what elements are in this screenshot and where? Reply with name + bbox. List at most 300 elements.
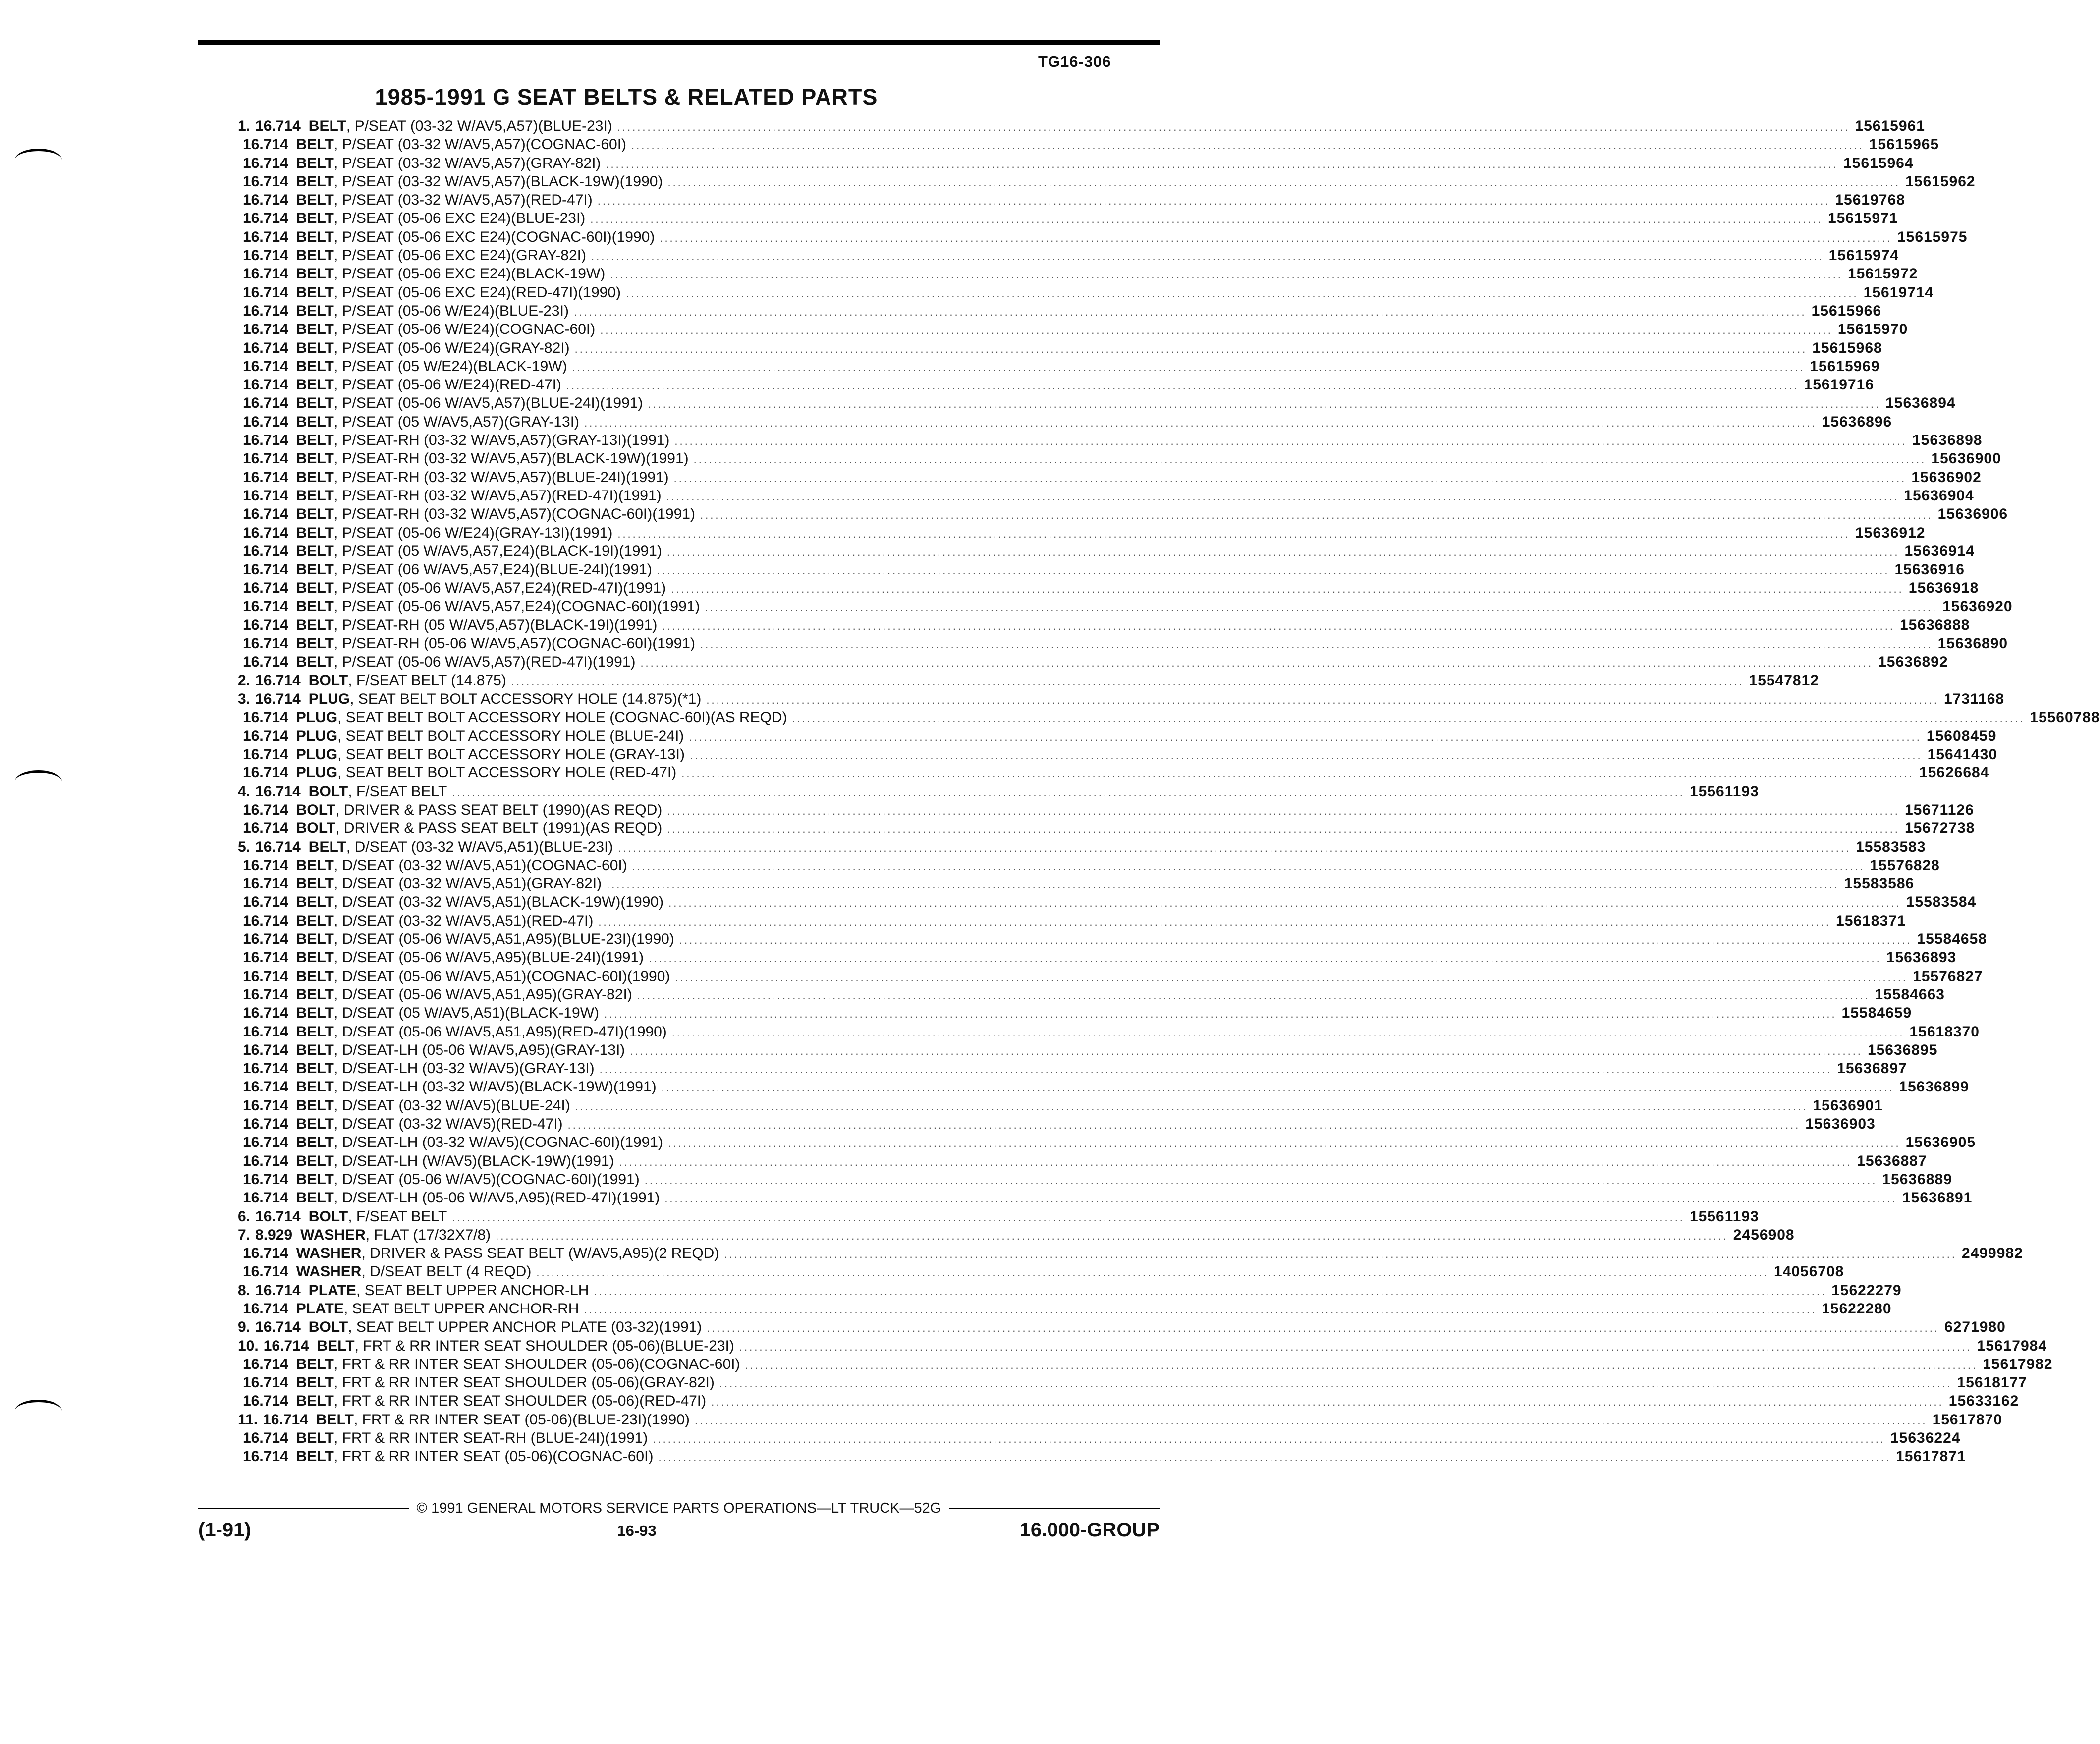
part-name: BOLT	[296, 820, 336, 837]
part-number: 15561193	[1689, 1208, 1759, 1225]
part-description: , P/SEAT-RH (03-32 W/AV5,A57)(BLUE-24I)(1991)	[333, 469, 669, 486]
part-number: 15636914	[1904, 543, 1975, 559]
part-row	[238, 449, 2001, 468]
ref-number: 6.	[238, 1208, 251, 1225]
part-name: BELT	[296, 1393, 334, 1410]
part-name: BELT	[296, 469, 334, 486]
part-name: BELT	[296, 155, 334, 171]
leader-dots	[706, 691, 1939, 709]
part-row	[238, 1226, 1795, 1244]
part-row	[238, 468, 1982, 487]
part-row	[238, 357, 1880, 376]
part-description: , SEAT BELT BOLT ACCESSORY HOLE (RED-47I)	[337, 764, 677, 781]
part-description: , SEAT BELT UPPER ANCHOR-LH	[356, 1282, 589, 1299]
part-number: 15615969	[1810, 358, 1880, 375]
leader-dots	[662, 1079, 1894, 1097]
part-number: 15636904	[1904, 487, 1974, 504]
part-row	[238, 1041, 1938, 1059]
part-description: , SEAT BELT UPPER ANCHOR PLATE (03-32)(1991)	[348, 1319, 702, 1336]
leader-dots	[632, 857, 1865, 875]
part-row	[238, 228, 1968, 246]
part-description: , D/SEAT-LH (W/AV5)(BLACK-19W)(1991)	[333, 1152, 614, 1169]
group-number: 16.714	[243, 709, 288, 726]
part-number: 15636898	[1912, 432, 1983, 449]
part-name: BELT	[308, 118, 346, 134]
part-name: BELT	[296, 450, 334, 467]
part-number: 15576828	[1870, 857, 1940, 873]
leader-dots	[667, 802, 1900, 820]
part-number: 15622279	[1831, 1282, 1902, 1299]
part-name: BELT	[296, 580, 334, 597]
group-number: 16.714	[243, 1041, 288, 1058]
group-number: 16.714	[243, 1023, 288, 1040]
part-row	[238, 1355, 2053, 1373]
part-description: , D/SEAT (03-32 W/AV5,A51)(COGNAC-60I)	[333, 857, 627, 873]
part-name: BELT	[296, 1448, 334, 1465]
group-number: 16.714	[243, 321, 288, 338]
group-number: 8.929	[255, 1226, 293, 1243]
part-name: BELT	[296, 949, 334, 966]
footer-rule-left	[198, 1508, 409, 1509]
leader-dots	[575, 1097, 1808, 1116]
leader-dots	[610, 266, 1843, 284]
group-number: 16.714	[243, 820, 288, 837]
part-row	[238, 339, 1882, 357]
part-row	[238, 912, 1906, 930]
group-number: 16.714	[243, 894, 288, 911]
part-number: 15636896	[1822, 413, 1892, 430]
leader-dots	[711, 1393, 1944, 1411]
group-number: 16.714	[255, 672, 301, 689]
part-number: 15636890	[1937, 635, 2008, 652]
part-description: , P/SEAT (05-06 EXC E24)(BLACK-19W)	[333, 266, 606, 282]
part-row	[238, 560, 1965, 579]
part-row	[238, 1318, 2006, 1336]
part-row	[238, 708, 2100, 727]
part-number: 15617982	[1983, 1356, 2053, 1372]
leader-dots	[674, 432, 1907, 450]
leader-dots	[452, 783, 1685, 802]
part-description: , D/SEAT (03-32 W/AV5)(RED-47I)	[333, 1116, 563, 1133]
leader-dots	[604, 1005, 1837, 1023]
leader-dots	[672, 1024, 1905, 1042]
part-number: 15636897	[1837, 1060, 1907, 1077]
part-number: 15636905	[1905, 1134, 1976, 1151]
leader-dots	[671, 580, 1904, 598]
binder-mark	[15, 149, 62, 171]
leader-dots	[658, 1448, 1891, 1467]
part-name: BELT	[296, 1374, 334, 1391]
part-description: , D/SEAT (03-32 W/AV5,A51)(GRAY-82I)	[333, 875, 602, 892]
part-row	[238, 690, 2005, 708]
part-description: , SEAT BELT BOLT ACCESSORY HOLE (GRAY-13I)	[337, 746, 685, 763]
leader-dots	[695, 1412, 1928, 1430]
part-number: 15615974	[1828, 247, 1899, 264]
part-number: 15615968	[1812, 339, 1882, 356]
ref-number: 9.	[238, 1319, 251, 1336]
part-row	[238, 985, 1945, 1004]
part-number: 15617984	[1977, 1337, 2047, 1354]
group-number: 16.714	[255, 118, 301, 134]
group-number: 16.714	[255, 838, 301, 855]
part-number: 15636887	[1857, 1152, 1927, 1169]
part-row	[238, 1262, 1844, 1281]
leader-dots	[626, 284, 1859, 303]
part-row	[238, 154, 1914, 172]
ref-number: 1.	[238, 118, 251, 134]
leader-dots	[667, 173, 1900, 192]
leader-dots	[600, 1060, 1832, 1079]
part-number: 15615965	[1869, 136, 1939, 153]
part-description: , P/SEAT (05-06 EXC E24)(BLUE-23I)	[333, 210, 586, 227]
group-number: 16.714	[243, 1356, 288, 1372]
part-row	[238, 1023, 1980, 1041]
part-name: BELT	[296, 432, 334, 449]
part-number: 15618371	[1836, 912, 1906, 929]
binder-mark	[15, 1400, 62, 1422]
group-number: 16.714	[243, 543, 288, 559]
group-number: 16.714	[243, 506, 288, 523]
leader-dots	[591, 247, 1824, 266]
part-description: , D/SEAT (03-32 W/AV5)(BLUE-24I)	[333, 1097, 570, 1114]
part-description: , P/SEAT (03-32 W/AV5,A57)(BLUE-23I)	[346, 118, 612, 134]
group-number: 16.714	[243, 432, 288, 449]
part-description: , P/SEAT (05-06 W/E24)(GRAY-82I)	[333, 339, 570, 356]
part-row	[238, 172, 1976, 191]
group-number: 16.714	[243, 1005, 288, 1022]
page-title: 1985-1991 G SEAT BELTS & RELATED PARTS	[375, 84, 878, 109]
leader-dots	[707, 1319, 1939, 1337]
leader-dots	[705, 599, 1937, 617]
leader-dots	[679, 931, 1912, 949]
part-name: BELT	[296, 617, 334, 634]
group-number: 16.714	[243, 1245, 288, 1262]
part-row	[238, 1411, 2003, 1429]
part-description: , P/SEAT (05-06 EXC E24)(COGNAC-60I)(1990)	[333, 228, 655, 245]
part-row	[238, 967, 1983, 985]
group-number: 16.714	[243, 1190, 288, 1206]
part-row	[238, 838, 1926, 856]
part-name: BELT	[296, 912, 334, 929]
part-row	[238, 1133, 1976, 1151]
part-name: BELT	[296, 1116, 334, 1133]
part-number: 15636893	[1886, 949, 1957, 966]
leader-dots	[640, 654, 1873, 672]
part-name: BELT	[296, 598, 334, 615]
part-number: 15560788	[2030, 709, 2100, 726]
group-number: 16.714	[243, 136, 288, 153]
part-number: 15584659	[1841, 1005, 1912, 1022]
leader-dots	[648, 395, 1880, 413]
ref-number: 5.	[238, 838, 251, 855]
part-number: 15615966	[1811, 302, 1882, 319]
part-row	[238, 246, 1899, 265]
part-number: 15672738	[1904, 820, 1975, 837]
part-number: 15622280	[1822, 1301, 1892, 1317]
part-row	[238, 505, 2008, 523]
part-description: , P/SEAT (03-32 W/AV5,A57)(BLACK-19W)(1990)	[333, 173, 663, 190]
leader-dots	[584, 414, 1817, 432]
part-row	[238, 376, 1875, 394]
group-number: 16.714	[243, 247, 288, 264]
leader-dots	[536, 1263, 1769, 1282]
group-number: 16.714	[243, 395, 288, 412]
part-description: , P/SEAT-RH (03-32 W/AV5,A57)(RED-47I)(1991)	[333, 487, 662, 504]
part-description: , FRT & RR INTER SEAT-RH (BLUE-24I)(1991)	[333, 1430, 648, 1447]
leader-dots	[566, 377, 1799, 395]
part-number: 15671126	[1904, 801, 1974, 818]
part-name: BELT	[296, 247, 334, 264]
part-number: 15636224	[1890, 1430, 1961, 1447]
part-name: BELT	[296, 1060, 334, 1077]
part-description: , D/SEAT (03-32 W/AV5,A51)(RED-47I)	[333, 912, 594, 929]
part-description: , D/SEAT-LH (05-06 W/AV5,A95)(RED-47I)(1991)	[333, 1190, 660, 1206]
leader-dots	[653, 1430, 1885, 1448]
part-name: BELT	[296, 339, 334, 356]
part-number: 15636895	[1867, 1041, 1938, 1058]
part-description: , P/SEAT (05-06 W/E24)(GRAY-13I)(1991)	[333, 524, 613, 541]
group-number: 16.714	[243, 1171, 288, 1188]
part-description: , P/SEAT (05-06 W/AV5,A57,E24)(COGNAC-60I)(1991)	[333, 598, 700, 615]
group-number: 16.714	[243, 654, 288, 670]
leader-dots	[745, 1356, 1978, 1374]
group-number: 16.714	[243, 727, 288, 744]
leader-dots	[574, 303, 1807, 321]
group-label: 16.000-GROUP	[1019, 1519, 1160, 1541]
group-number: 16.714	[243, 155, 288, 171]
group-number: 16.714	[243, 857, 288, 873]
part-number: 15615971	[1827, 210, 1898, 227]
group-number: 16.714	[243, 1097, 288, 1114]
part-name: BELT	[296, 395, 334, 412]
part-number: 15619768	[1835, 192, 1905, 209]
part-row	[238, 1373, 2027, 1392]
part-number: 15636901	[1813, 1097, 1883, 1114]
part-description: , P/SEAT (03-32 W/AV5,A57)(GRAY-82I)	[333, 155, 601, 171]
leader-dots	[572, 358, 1805, 377]
leader-dots	[617, 118, 1850, 136]
part-number: 15636888	[1899, 617, 1970, 634]
part-row	[238, 209, 1898, 227]
group-number: 16.714	[243, 1152, 288, 1169]
part-row	[238, 1096, 1883, 1115]
part-name: BOLT	[308, 783, 348, 800]
group-number: 16.714	[243, 986, 288, 1003]
part-name: PLUG	[296, 727, 338, 744]
part-description: , DRIVER & PASS SEAT BELT (W/AV5,A95)(2 REQD)	[361, 1245, 719, 1262]
leader-dots	[649, 949, 1881, 968]
part-name: BELT	[296, 1430, 334, 1447]
part-name: BELT	[296, 284, 334, 301]
part-row	[238, 1429, 1961, 1447]
group-number: 16.714	[243, 450, 288, 467]
group-number: 16.714	[255, 691, 301, 708]
part-description: , D/SEAT (05-06 W/AV5,A51,A95)(BLUE-23I)(1990)	[333, 931, 674, 948]
part-row	[238, 763, 1989, 782]
group-number: 16.714	[243, 931, 288, 948]
part-number: 15618177	[1957, 1374, 2027, 1391]
leader-dots	[630, 1042, 1863, 1060]
group-number: 16.714	[243, 1448, 288, 1465]
ref-number: 2.	[238, 672, 251, 689]
group-number: 16.714	[243, 413, 288, 430]
part-row	[238, 745, 1998, 763]
leader-dots	[496, 1227, 1728, 1245]
part-number: 15608459	[1926, 727, 1997, 744]
ref-number: 10.	[238, 1337, 259, 1354]
part-description: , F/SEAT BELT	[348, 783, 447, 800]
part-number: 15615972	[1847, 266, 1918, 282]
part-name: BELT	[296, 192, 334, 209]
part-row	[238, 1447, 1966, 1466]
group-number: 16.714	[243, 339, 288, 356]
part-number: 15615970	[1837, 321, 1908, 338]
part-name: WASHER	[296, 1263, 362, 1280]
part-description: , SEAT BELT BOLT ACCESSORY HOLE (BLUE-24I)	[337, 727, 684, 744]
leader-dots	[600, 321, 1833, 339]
part-name: BELT	[296, 1134, 334, 1151]
group-number: 16.714	[243, 635, 288, 652]
part-number: 1731168	[1943, 691, 2005, 708]
binder-mark	[15, 770, 62, 793]
leader-dots	[584, 1301, 1817, 1319]
group-number: 16.714	[243, 764, 288, 781]
group-number: 16.714	[243, 524, 288, 541]
part-description: , FRT & RR INTER SEAT SHOULDER (05-06)(RED-47I)	[333, 1393, 707, 1410]
part-name: BOLT	[296, 801, 336, 818]
part-row	[238, 782, 1759, 801]
part-description: , P/SEAT (05-06 W/AV5,A57)(BLUE-24I)(1991)	[333, 395, 643, 412]
part-name: PLUG	[296, 764, 338, 781]
group-number: 16.714	[243, 266, 288, 282]
leader-dots	[667, 820, 1900, 838]
part-number: 15584658	[1917, 931, 1987, 948]
group-number: 16.714	[243, 487, 288, 504]
part-number: 15636900	[1931, 450, 2001, 467]
part-name: BELT	[296, 524, 334, 541]
group-number: 16.714	[243, 1060, 288, 1077]
ref-number: 8.	[238, 1282, 251, 1299]
part-number: 15583584	[1906, 894, 1977, 911]
part-name: PLATE	[296, 1301, 344, 1317]
part-name: BELT	[296, 1152, 334, 1169]
part-name: PLUG	[296, 709, 338, 726]
part-name: BELT	[296, 968, 334, 984]
part-description: , SEAT BELT UPPER ANCHOR-RH	[343, 1301, 579, 1317]
leader-dots	[657, 561, 1890, 580]
part-name: BELT	[296, 1041, 334, 1058]
leader-dots	[511, 672, 1744, 691]
part-number: 15617871	[1896, 1448, 1966, 1465]
part-row	[238, 542, 1975, 560]
group-number: 16.714	[243, 617, 288, 634]
leader-dots	[668, 894, 1901, 912]
part-description: , D/SEAT-LH (03-32 W/AV5)(GRAY-13I)	[333, 1060, 595, 1077]
group-number: 16.714	[243, 875, 288, 892]
leader-dots	[575, 340, 1808, 358]
part-name: BELT	[296, 413, 334, 430]
group-number: 16.714	[243, 746, 288, 763]
leader-dots	[739, 1338, 1972, 1356]
part-description: , D/SEAT (05-06 W/AV5,A51)(COGNAC-60I)(1990)	[333, 968, 670, 984]
leader-dots	[666, 488, 1899, 506]
part-row	[238, 431, 1983, 449]
part-name: BELT	[296, 875, 334, 892]
part-number: 15547812	[1749, 672, 1819, 689]
leader-dots	[590, 210, 1823, 228]
part-name: BELT	[296, 321, 334, 338]
group-number: 16.714	[243, 949, 288, 966]
part-name: BELT	[296, 1097, 334, 1114]
part-name: BELT	[296, 654, 334, 670]
part-description: , F/SEAT BELT	[348, 1208, 447, 1225]
part-row	[238, 930, 1987, 948]
leader-dots	[668, 1134, 1901, 1152]
part-name: BELT	[296, 210, 334, 227]
leader-dots	[719, 1374, 1952, 1393]
part-row	[238, 671, 1819, 690]
part-row	[238, 191, 1905, 209]
part-name: BELT	[296, 266, 334, 282]
part-row	[238, 1115, 1876, 1133]
group-number: 16.714	[243, 173, 288, 190]
part-name: BELT	[317, 1337, 355, 1354]
leader-dots	[631, 136, 1864, 155]
part-name: BELT	[296, 857, 334, 873]
part-description: , P/SEAT (05-06 EXC E24)(GRAY-82I)	[333, 247, 586, 264]
part-description: , D/SEAT (05-06 W/AV5,A51,A95)(GRAY-82I)	[333, 986, 632, 1003]
part-number: 15636892	[1878, 654, 1948, 670]
group-number: 16.714	[255, 1208, 301, 1225]
part-row	[238, 801, 1974, 819]
part-number: 15636891	[1902, 1190, 1973, 1206]
leader-dots	[700, 506, 1933, 524]
leader-dots	[637, 986, 1870, 1005]
part-name: PLUG	[296, 746, 338, 763]
part-number: 15636918	[1908, 580, 1979, 597]
leader-dots	[689, 728, 1922, 746]
part-name: BELT	[296, 487, 334, 504]
group-number: 16.714	[263, 1337, 309, 1354]
part-description: , P/SEAT (05 W/AV5,A57)(GRAY-13I)	[333, 413, 580, 430]
part-row	[238, 302, 1882, 320]
part-number: 15626684	[1919, 764, 1989, 781]
ref-number: 3.	[238, 691, 251, 708]
part-name: BELT	[316, 1411, 354, 1428]
part-description: , D/SEAT (03-32 W/AV5,A51)(BLACK-19W)(1990)	[333, 894, 664, 911]
part-number: 2456908	[1733, 1226, 1795, 1243]
part-row	[238, 598, 2013, 616]
part-number: 15583583	[1856, 838, 1926, 855]
page-code: TG16-306	[1038, 53, 1111, 70]
part-row	[238, 1300, 1892, 1318]
part-name: BELT	[296, 506, 334, 523]
ref-number: 7.	[238, 1226, 251, 1243]
group-number: 16.714	[243, 1393, 288, 1410]
group-number: 16.714	[243, 1374, 288, 1391]
group-number: 16.714	[243, 561, 288, 578]
part-number: 15636903	[1805, 1116, 1876, 1133]
part-name: BELT	[296, 1190, 334, 1206]
part-description: , P/SEAT (05-06 EXC E24)(RED-47I)(1990)	[333, 284, 621, 301]
part-name: BELT	[308, 838, 346, 855]
part-name: BELT	[296, 358, 334, 375]
part-number: 15615975	[1897, 228, 1968, 245]
top-rule	[198, 40, 1160, 45]
page-number: 16-93	[617, 1522, 657, 1539]
part-row	[238, 1004, 1912, 1022]
copyright-text: © 1991 GENERAL MOTORS SERVICE PARTS OPERATIONS—LT TRUCK—52G	[416, 1500, 941, 1516]
